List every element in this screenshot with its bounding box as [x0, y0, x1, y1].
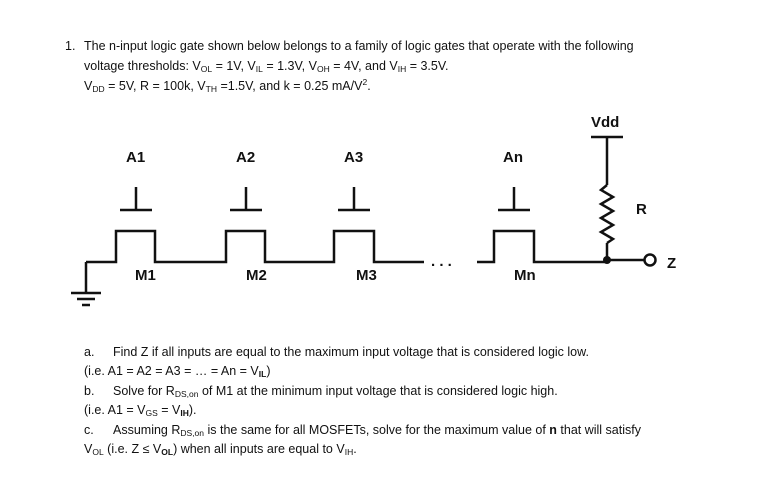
part-c-note: $V_{OL}$ (i.e. $Z \le V_{OL}$) when all inputs are equal to $V_{IH}$.: [84, 442, 357, 457]
transistor-label-m3: M3: [356, 267, 377, 284]
problem-intro-line-3: $V_{DD} = 5V$, R = 100k, $V_{TH} =1.5V$, and k = 0.25 $mA/V^2$.: [84, 77, 371, 94]
series-transistor-chain-n: [477, 231, 607, 262]
output-terminal: [645, 255, 656, 266]
input-label-a2: A2: [236, 149, 256, 166]
chain-ellipsis: . . .: [431, 253, 452, 270]
part-a-text: Find Z if all inputs are equal to the maximum input voltage that is considered logic low.: [113, 345, 589, 359]
transistor-label-m2: M2: [246, 267, 267, 284]
transistor-label-mn: Mn: [514, 267, 536, 284]
part-a-letter: a.: [84, 345, 95, 359]
problem-intro-line-2: voltage thresholds: $V_{OL} = 1V$, $V_{IL} = 1.3V$, $V_{OH} = 4V$, and $V_{IH} = 3.5V$.: [84, 59, 449, 74]
part-c-letter: c.: [84, 423, 94, 437]
part-b-letter: b.: [84, 384, 95, 398]
vdd-label: Vdd: [591, 114, 620, 131]
output-label-z: Z: [667, 255, 677, 272]
input-label-an: An: [503, 149, 523, 166]
part-a-note: (i.e. A1 = A2 = A3 = … = $An = V_{IL}$): [84, 364, 271, 379]
part-b-text: Solve for $R_{DS,on}$ of M1 at the minimum input voltage that is considered logic high.: [113, 384, 558, 399]
problem-number: 1.: [65, 39, 76, 53]
transistor-label-m1: M1: [135, 267, 156, 284]
part-b-note: (i.e. $A1 = V_{GS} = V_{IH}$).: [84, 403, 197, 418]
part-c-text: Assuming $R_{DS,on}$ is the same for all MOSFETs, solve for the maximum value of n that will satisfy: [113, 423, 641, 438]
series-transistor-chain: [86, 231, 424, 262]
input-label-a1: A1: [126, 149, 146, 166]
resistor-r: [601, 185, 613, 243]
resistor-label: R: [636, 201, 647, 218]
input-label-a3: A3: [344, 149, 364, 166]
problem-intro-line-1: The n-input logic gate shown below belongs to a family of logic gates that operate with the following: [84, 39, 634, 53]
